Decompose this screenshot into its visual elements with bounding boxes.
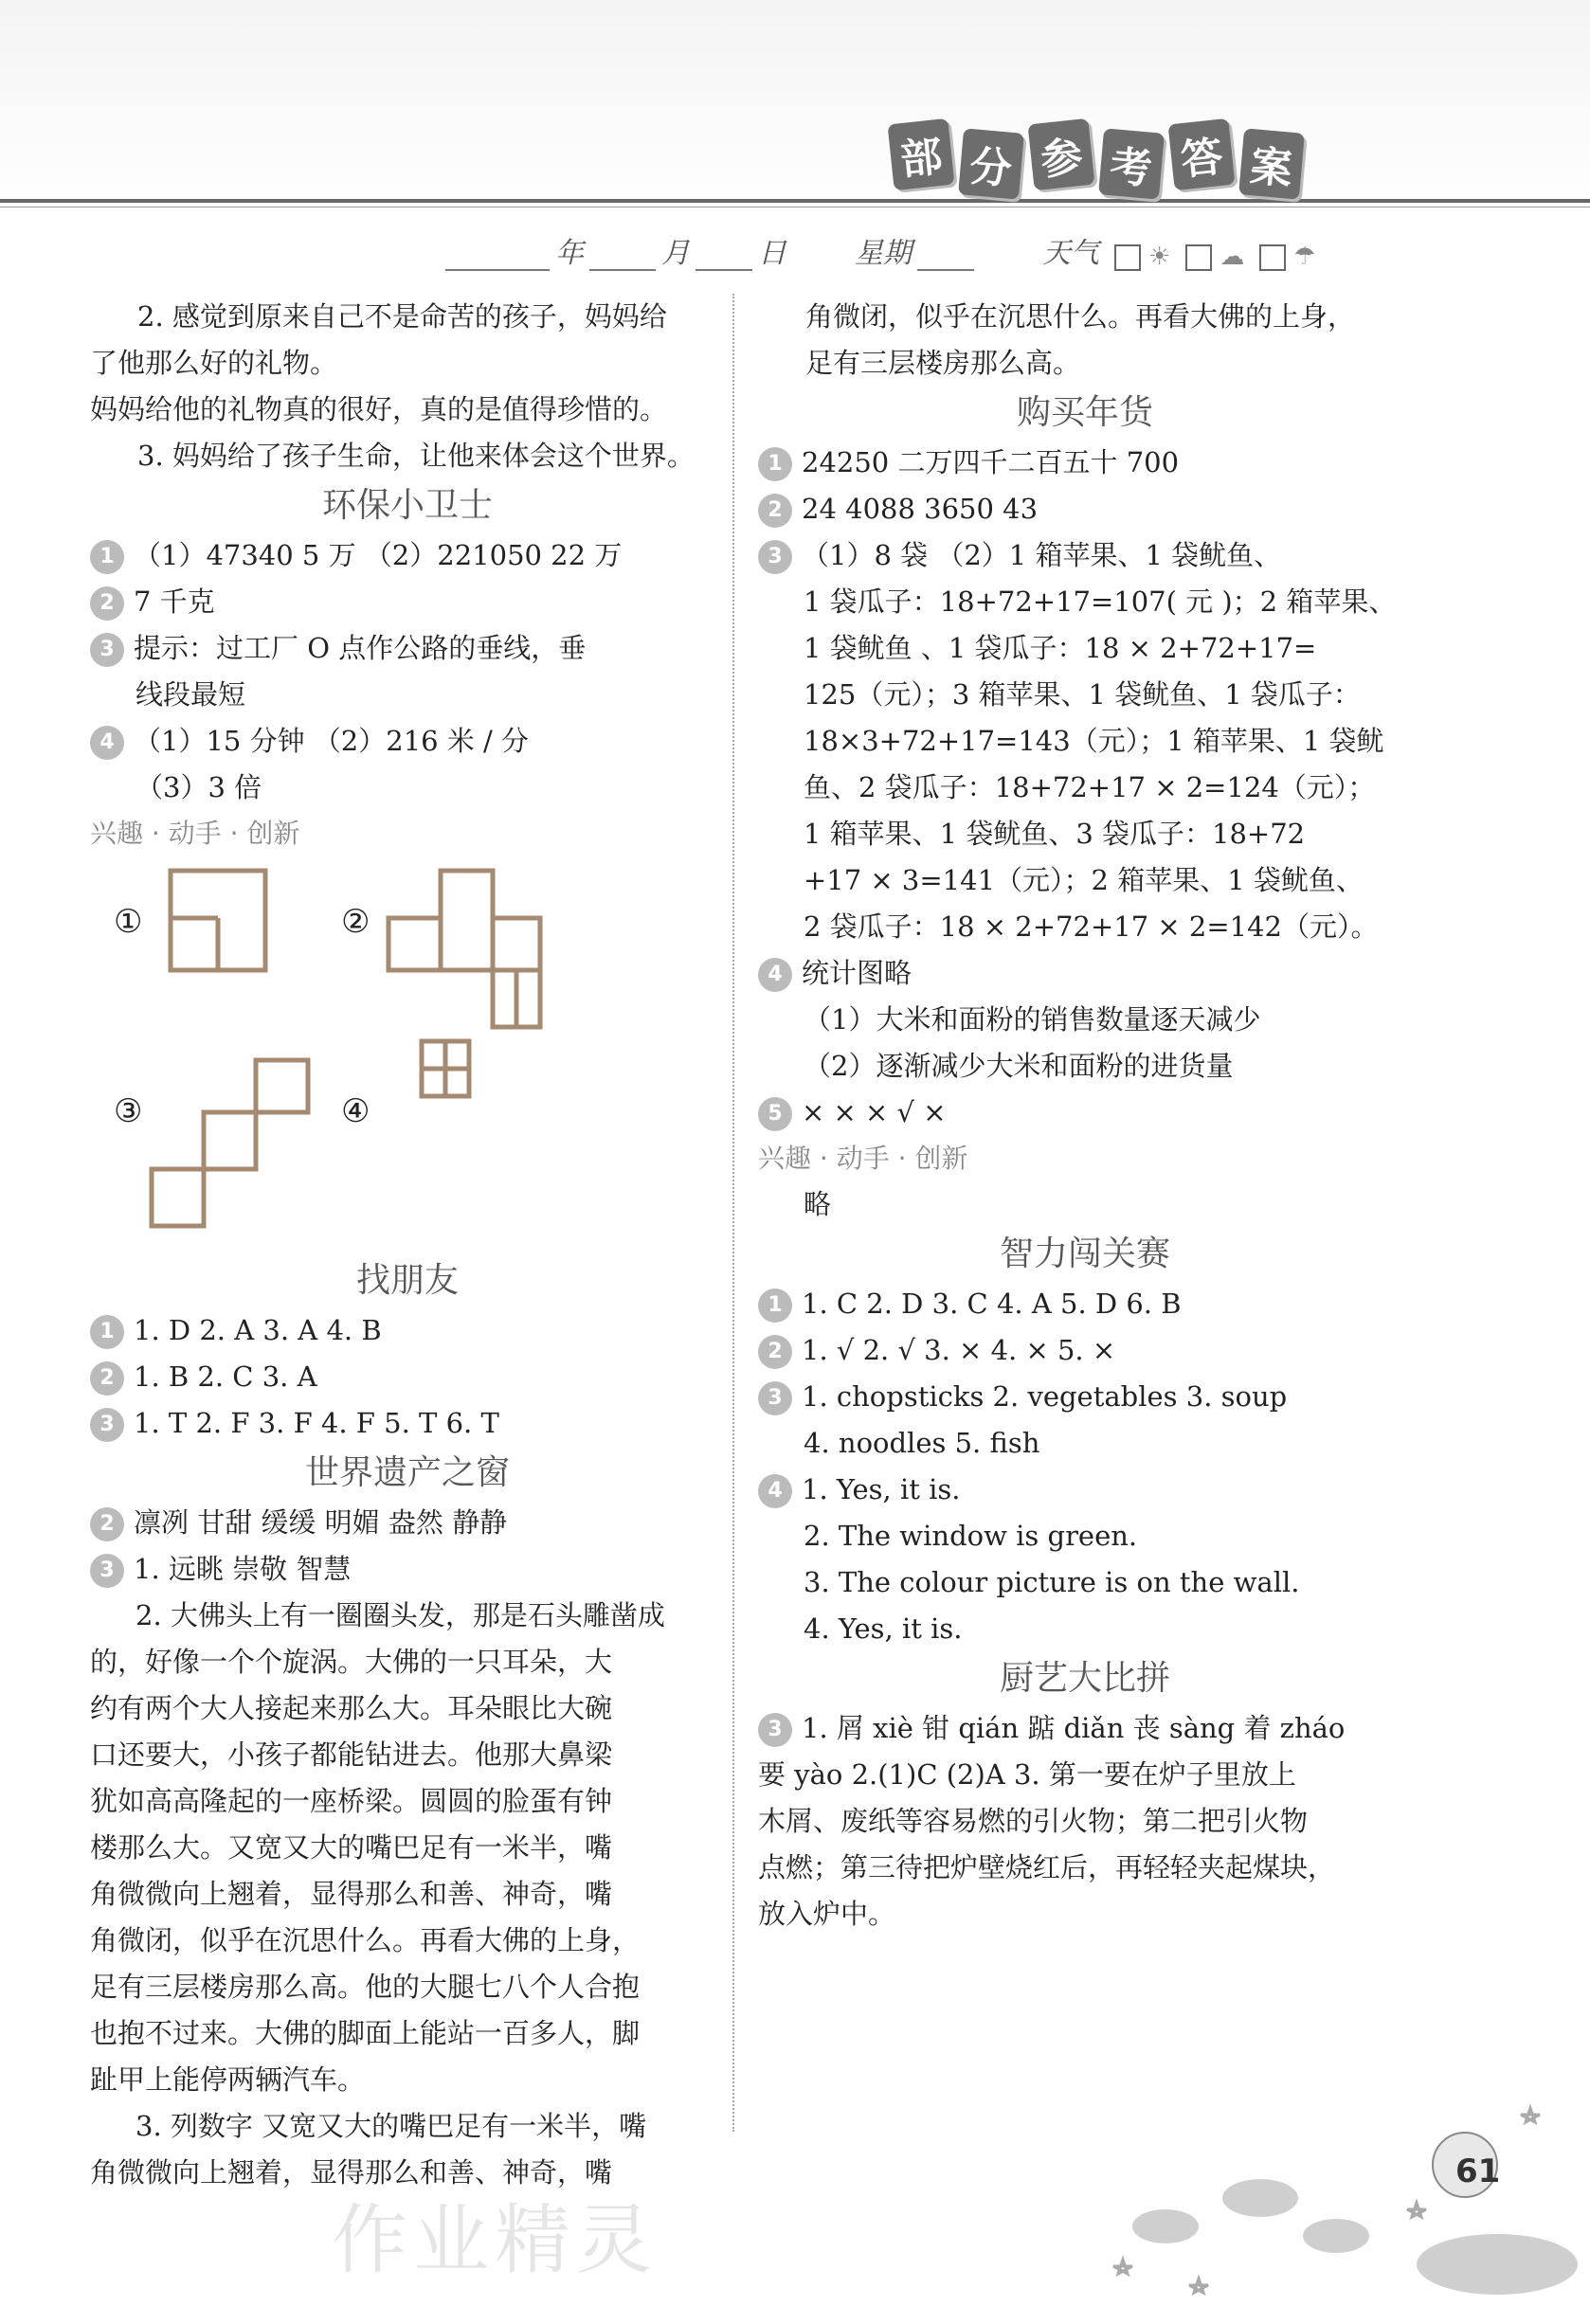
subsection-title: 兴趣 · 动手 · 创新: [90, 818, 300, 849]
answer-line: 楼那么大。又宽又大的嘴巴足有一米半，嘴: [90, 1831, 613, 1864]
section-title: 智力闯关赛: [999, 1234, 1170, 1273]
answer-line: 1. C 2. D 3. C 4. A 5. D 6. B: [802, 1288, 1182, 1320]
answer-line: 2. 大佛头上有一圈圈头发，那是石头雕凿成: [136, 1599, 665, 1631]
item-number-badge: 3: [90, 1554, 124, 1588]
answer-line: （1）8 袋 （2）1 箱苹果、1 袋鱿鱼、: [802, 539, 1282, 571]
answer-line: 角微微向上翘着，显得那么和善、神奇，嘴: [90, 1878, 613, 1910]
section-title: 找朋友: [355, 1261, 459, 1300]
answer-line: 4. noodles 5. fish: [804, 1427, 1040, 1459]
answer-line: 鱼、2 袋瓜子：18+72+17 × 2=124（元）；: [804, 771, 1376, 803]
item-number-badge: 3: [758, 540, 792, 574]
answer-line: 1. chopsticks 2. vegetables 3. soup: [802, 1380, 1288, 1413]
answer-line: （1）大米和面粉的销售数量逐天减少: [804, 1003, 1261, 1036]
answer-line: 1 袋鱿鱼 、1 袋瓜子：18 × 2+72+17=: [804, 632, 1317, 664]
title-char: 参: [1028, 118, 1095, 190]
section-title: 世界遗产之窗: [304, 1453, 510, 1492]
answer-line: 趾甲上能停两辆汽车。: [90, 2063, 366, 2096]
sun-icon: ☀: [1148, 243, 1171, 271]
answer-line: 24250 二万四千二百五十 700: [802, 446, 1180, 478]
answer-line: （3）3 倍: [136, 771, 262, 803]
answer-line: 1. D 2. A 3. A 4. B: [134, 1314, 382, 1346]
weather-label: 天气: [1042, 237, 1099, 270]
answer-line: 放入炉中。: [758, 1898, 896, 1930]
title-char: 考: [1098, 128, 1165, 199]
answer-line: 1. √ 2. √ 3. × 4. × 5. ×: [802, 1334, 1116, 1366]
sleigh-illustration: [1052, 2084, 1582, 2312]
date-line: [445, 233, 1412, 271]
item-number-badge: 2: [90, 1507, 124, 1541]
answer-line: +17 × 3=141（元）；2 箱苹果、1 袋鱿鱼、: [804, 864, 1364, 896]
item-number-badge: 3: [90, 633, 124, 667]
column-divider: [732, 294, 734, 2132]
answer-line: （1）47340 5 万 （2）221050 22 万: [134, 539, 623, 571]
answer-line: 犹如高高隆起的一座桥梁。圆圆的脸蛋有钟: [90, 1785, 613, 1817]
cloud-icon: ☁: [1220, 243, 1245, 271]
weather-checkbox: [1259, 244, 1286, 271]
watermark: 作业精灵: [332, 2196, 658, 2284]
answer-line: 2 袋瓜子：18 × 2+72+17 × 2=142（元）。: [804, 910, 1379, 943]
figure-label: ④: [341, 1092, 370, 1130]
answer-line: 3. 列数字 又宽又大的嘴巴足有一米半，嘴: [136, 2110, 647, 2142]
answer-line: 了他那么好的礼物。: [90, 347, 338, 379]
title-char: 案: [1238, 128, 1305, 199]
figure-label: ③: [114, 1092, 143, 1130]
answer-line: 要 yào 2.(1)C (2)A 3. 第一要在炉子里放上: [758, 1758, 1296, 1791]
item-number-badge: 2: [758, 494, 792, 528]
year-label: 年: [555, 237, 584, 270]
answer-line: 角微闭，似乎在沉思什么。再看大佛的上身，: [90, 1924, 641, 1956]
header-rule: [0, 199, 1590, 203]
page-number: 61: [1455, 2153, 1501, 2190]
item-number-badge: 3: [90, 1408, 124, 1442]
item-number-badge: 4: [758, 1474, 792, 1508]
header-banner: [0, 0, 1590, 213]
title-char: 答: [1168, 118, 1236, 190]
item-number-badge: 5: [758, 1097, 792, 1131]
answer-line: 18×3+72+17=143（元）；1 箱苹果、1 袋鱿: [804, 725, 1384, 757]
item-number-badge: 4: [90, 726, 124, 760]
month-label: 月: [661, 237, 690, 270]
answer-line: × × × √ ×: [802, 1096, 947, 1128]
item-number-badge: 2: [90, 586, 124, 621]
section-title: 环保小卫士: [321, 486, 493, 525]
answer-line: 1. Yes, it is.: [802, 1473, 961, 1505]
matchstick-figure-3: [147, 1055, 317, 1235]
answer-line: 凛冽 甘甜 缓缓 明媚 盎然 静静: [134, 1506, 508, 1539]
matchstick-figures: [90, 856, 725, 1254]
matchstick-figure-1: [166, 866, 270, 980]
answer-line: 1. B 2. C 3. A: [134, 1360, 317, 1393]
item-number-badge: 3: [758, 1713, 792, 1747]
answer-line: 3. The colour picture is on the wall.: [804, 1566, 1300, 1598]
subsection-title: 兴趣 · 动手 · 创新: [758, 1143, 968, 1174]
answer-line: 约有两个大人接起来那么大。耳朵眼比大碗: [90, 1692, 613, 1724]
item-number-badge: 2: [758, 1335, 792, 1369]
answer-line: 木屑、废纸等容易燃的引火物；第二把引火物: [758, 1805, 1309, 1837]
title-char: 部: [888, 118, 955, 190]
answer-line: 足有三层楼房那么高。他的大腿七八个人合抱: [90, 1971, 641, 2003]
answer-line: 125（元）；3 箱苹果、1 袋鱿鱼、1 袋瓜子：: [804, 678, 1361, 711]
answer-line: （1）15 分钟 （2）216 米 / 分: [134, 725, 530, 757]
answer-line: （2）逐渐减少大米和面粉的进货量: [804, 1050, 1234, 1082]
matchstick-figure-2: [384, 866, 545, 1046]
item-number-badge: 2: [90, 1361, 124, 1396]
week-label: 星期: [855, 237, 912, 270]
answer-line: 1. 屑 xiè 钳 qián 踮 diǎn 丧 sàng 着 zháo: [802, 1712, 1346, 1744]
answer-line: 1. T 2. F 3. F 4. F 5. T 6. T: [134, 1407, 499, 1439]
answer-line: 2. The window is green.: [804, 1520, 1138, 1552]
answer-line: 24 4088 3650 43: [802, 493, 1039, 525]
item-number-badge: 4: [758, 958, 792, 992]
left-column: [90, 294, 725, 2196]
answer-line: 略: [804, 1188, 832, 1220]
answer-line: 的，好像一个个旋涡。大佛的一只耳朵，大: [90, 1646, 613, 1678]
answer-line: 足有三层楼房那么高。: [805, 347, 1081, 379]
answer-line: 点燃；第三待把炉壁烧红后，再轻轻夹起煤块，: [758, 1851, 1336, 1883]
answer-line: 角微微向上翘着，显得那么和善、神奇，嘴: [90, 2156, 613, 2189]
answer-line: 妈妈给他的礼物真的很好，真的是值得珍惜的。: [90, 393, 668, 425]
weather-checkbox: [1185, 244, 1212, 271]
item-number-badge: 3: [758, 1381, 792, 1415]
answer-line: 7 千克: [134, 586, 215, 618]
answer-line: 线段最短: [136, 678, 246, 711]
answer-line: 提示：过工厂 O 点作公路的垂线，垂: [134, 632, 587, 664]
answer-line: 4. Yes, it is.: [804, 1612, 963, 1645]
right-column: [758, 294, 1412, 1937]
answer-line: 3. 妈妈给了孩子生命，让他来体会这个世界。: [137, 440, 695, 472]
day-label: 日: [758, 237, 786, 270]
answer-line: 1 箱苹果、1 袋鱿鱼、3 袋瓜子：18+72: [804, 818, 1306, 850]
item-number-badge: 1: [758, 1288, 792, 1323]
title-char: 分: [958, 128, 1024, 199]
answer-line: 1. 远眺 崇敬 智慧: [134, 1553, 352, 1585]
section-title: 购买年货: [1016, 393, 1153, 432]
item-number-badge: 1: [758, 447, 792, 481]
answer-line: 2. 感觉到原来自己不是命苦的孩子，妈妈给: [137, 300, 667, 333]
matchstick-figure-4: [417, 1036, 474, 1103]
answer-line: 口还要大，小孩子都能钻进去。他那大鼻梁: [90, 1738, 613, 1771]
section-title: 厨艺大比拼: [999, 1659, 1170, 1698]
answer-line: 统计图略: [802, 957, 912, 989]
item-number-badge: 1: [90, 540, 124, 574]
answer-line: 1 袋瓜子：18+72+17=107( 元 )；2 箱苹果、: [804, 586, 1397, 618]
answer-line: 也抱不过来。大佛的脚面上能站一百多人，脚: [90, 2017, 641, 2049]
item-number-badge: 1: [90, 1315, 124, 1349]
figure-label: ②: [341, 903, 370, 941]
figure-label: ①: [114, 903, 143, 941]
answer-line: 角微闭，似乎在沉思什么。再看大佛的上身，: [805, 300, 1356, 333]
page-title: [891, 121, 1302, 197]
weather-checkbox: [1114, 244, 1141, 271]
rain-icon: ☂: [1293, 243, 1316, 271]
